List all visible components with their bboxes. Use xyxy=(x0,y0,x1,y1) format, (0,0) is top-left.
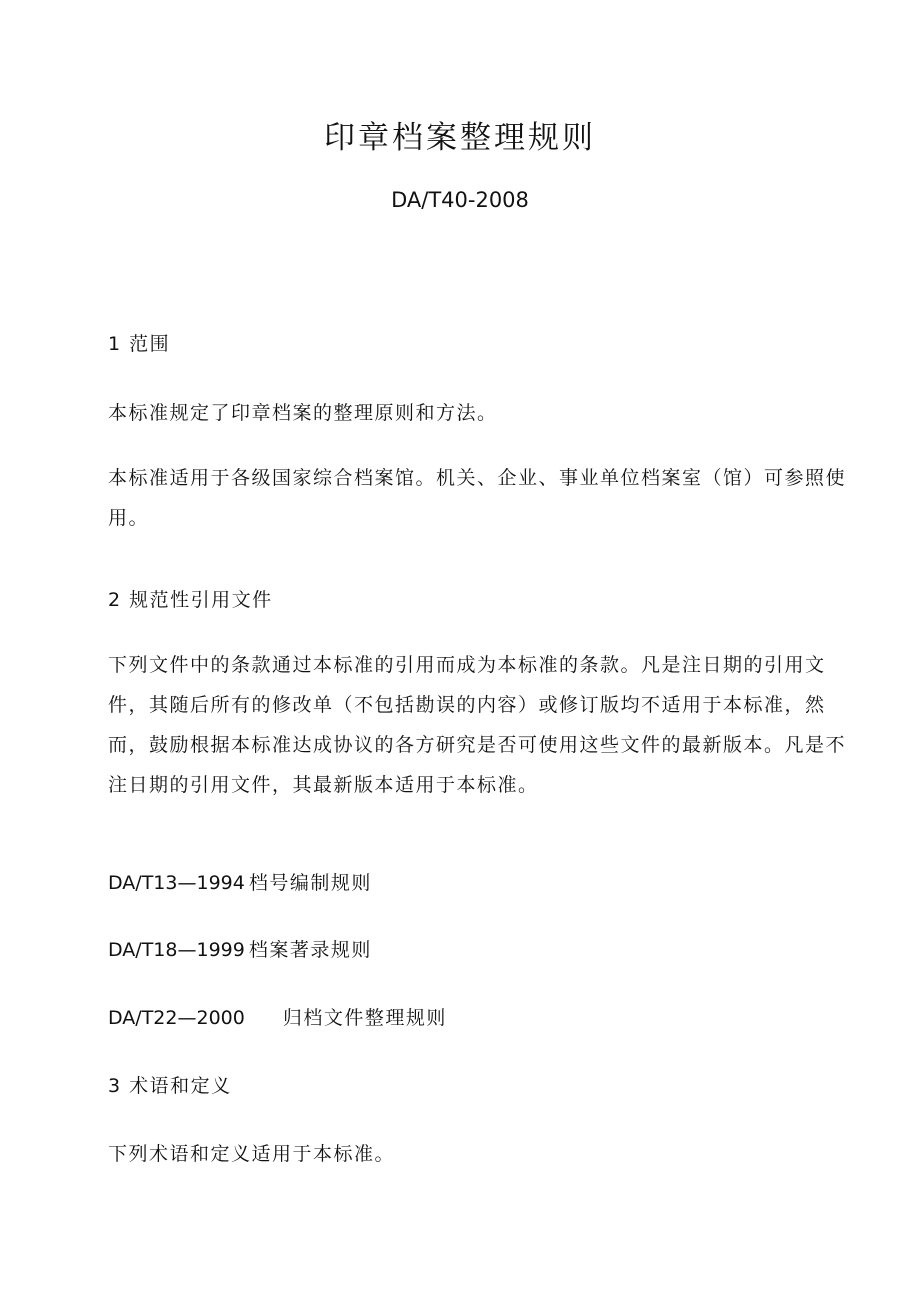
section-1-heading: 1 范围 xyxy=(108,333,171,355)
section-2-paragraph-1: 下列文件中的条款通过本标准的引用而成为本标准的条款。凡是注日期的引用文件，其随后所有的修改单（不包括勘误的内容）或修订版均不适用于本标准，然而，鼓励根据本标准达成协议的各方研究是否可使用这些文件的最新版本。凡是不注日期的引用文件，其最新版本适用于本标准。 xyxy=(108,654,847,796)
reference-code: DA/T22—2000 xyxy=(108,1007,245,1029)
section-1-paragraph-1: 本标准规定了印章档案的整理原则和方法。 xyxy=(108,402,498,424)
document-code: DA/T40-2008 xyxy=(391,188,529,212)
section-2-heading: 2 规范性引用文件 xyxy=(108,589,273,611)
reference-item xyxy=(108,935,372,962)
reference-item xyxy=(108,1003,447,1030)
section-3-paragraph-1: 下列术语和定义适用于本标准。 xyxy=(108,1143,396,1165)
reference-code: DA/T18—1999 xyxy=(108,939,245,961)
reference-name: 归档文件整理规则 xyxy=(282,1007,447,1029)
section-1-paragraph-2: 本标准适用于各级国家综合档案馆。机关、企业、事业单位档案室（馆）可参照使用。 xyxy=(108,467,847,529)
section-3-heading: 3 术语和定义 xyxy=(108,1075,232,1097)
reference-code: DA/T13—1994 xyxy=(108,872,245,894)
reference-name: 档号编制规则 xyxy=(248,872,372,894)
reference-name: 档案著录规则 xyxy=(248,939,372,961)
reference-item xyxy=(108,868,372,895)
document-title: 印章档案整理规则 xyxy=(324,120,596,156)
